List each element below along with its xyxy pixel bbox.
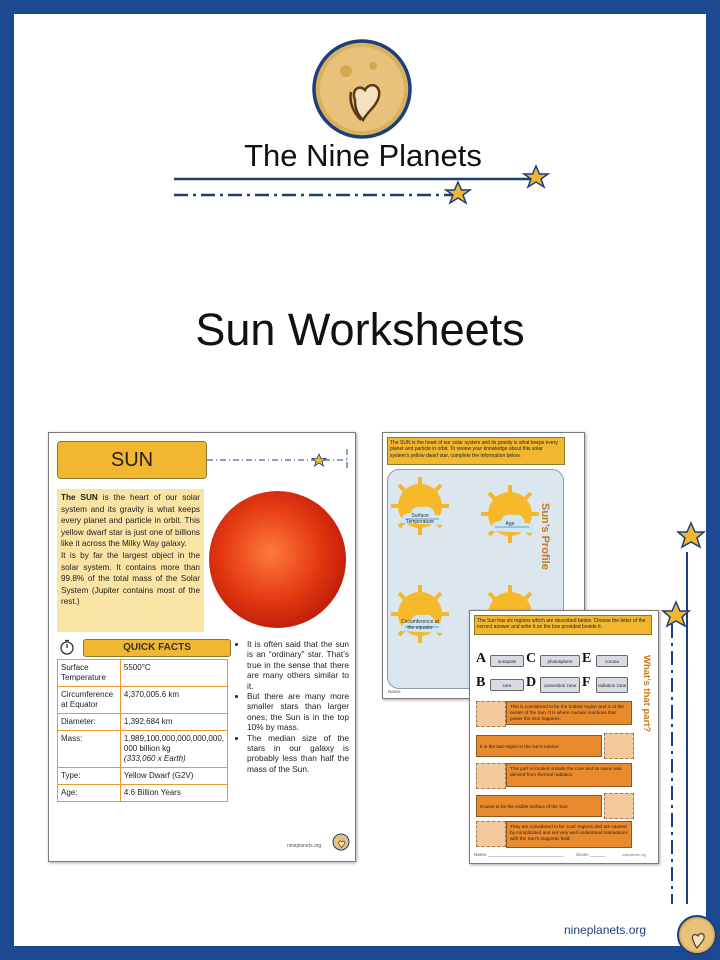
worksheet-footer-site: nineplanets.org [622, 853, 646, 857]
worksheet-preview-sun-facts[interactable] [48, 432, 356, 862]
page-canvas [14, 14, 706, 946]
mass-value: 1,989,100,000,000,000,000, 000 billion kg [123, 734, 224, 753]
star-icon [446, 182, 470, 203]
fact-value: 1,392,684 km [120, 714, 227, 731]
fact-bullets [235, 639, 349, 774]
answer-box[interactable] [476, 821, 506, 847]
region-description: This part is located outside the core and its name was derived from thermal radiation. [506, 763, 632, 787]
table-row [58, 768, 228, 785]
sun-cloud-icon [389, 583, 451, 645]
profile-label: Circumference at the equator [400, 619, 440, 631]
bullet-item: • The median size of the stars in our galaxy is probably less than half the mass of the Sun. [247, 733, 349, 775]
option-letter: C [526, 651, 537, 666]
table-row [58, 785, 228, 802]
score-line: Score: ______ [576, 852, 606, 857]
region-description: It is the last region in the sun’s interior. [476, 735, 602, 757]
page-title: Sun Worksheets [195, 304, 525, 355]
nine-planets-logo-icon [676, 914, 718, 956]
worksheet-instructions: The SUN is the heart of our solar system and its gravity is what keeps every planet and particle in orbit. To review your knowledge about this solar system’s yellow dwarf star, complete the information below. [387, 437, 565, 465]
answer-box[interactable] [476, 701, 506, 727]
fact-value [120, 731, 227, 768]
fact-value: 4.6 Billion Years [120, 785, 227, 802]
option-box: radiation zone [596, 677, 628, 693]
option-letter: A [476, 651, 487, 666]
region-description: They are considered to be ‘cool’ regions and are caused by complicated and not very well understood interactions with the Sun’s magnetic field. [506, 821, 632, 848]
worksheet-instructions: The Sun has six regions which are described below. Choose the letter of the correct answer and write it on the box provided beside it. [474, 615, 652, 635]
star-icon [663, 602, 689, 626]
option-box: photosphere [540, 655, 580, 667]
sun-image [209, 491, 346, 628]
profile-label: Age [505, 521, 515, 527]
table-row [58, 687, 228, 714]
option-letter: F [582, 675, 591, 690]
worksheet-preview-sun-regions[interactable] [469, 610, 659, 864]
worksheet-vertical-title: What’s that part? [641, 655, 652, 733]
intro-text [57, 489, 204, 632]
bullet-item: • It is often said that the sun is an “ordinary” star. That’s true in the sense that there are many others similar to it. [247, 639, 349, 691]
bullet-item: • But there are many more smaller stars than larger ones; the Sun is in the top 10% by mass. [247, 691, 349, 733]
option-letter: B [476, 675, 486, 690]
intro-more: It is by far the largest object in the solar system. It contains more than 99.8% of the total mass of the Solar System (Jupiter contains most of the rest.) [61, 550, 200, 607]
answer-box[interactable] [604, 793, 634, 819]
region-description: This is considered to be the hottest region and is at the center of the Sun. It is where nuclear reactions that power the Sun happens. [506, 701, 632, 725]
site-url[interactable]: nineplanets.org [564, 923, 647, 937]
fact-label: Circumference at Equator [58, 687, 121, 714]
option-letter: E [582, 651, 592, 666]
nine-planets-logo-icon [311, 38, 413, 140]
intro-rest: is the heart of our solar system and its gravity is what keeps every planet and particle in orbit. This yellow dwarf star is just one of billions like it across the Milky Way galaxy. [61, 493, 200, 549]
quick-facts-label: QUICK FACTS [83, 639, 231, 657]
quick-facts-table [57, 659, 228, 802]
fact-label: Diameter: [58, 714, 121, 731]
fact-value: Yellow Dwarf (G2V) [120, 768, 227, 785]
answer-box[interactable] [604, 733, 634, 759]
region-description: Known to be the visible surface of the Sun. [476, 795, 602, 817]
heading-decoration [207, 449, 351, 471]
worksheet-vertical-title: Sun’s Profile [539, 503, 551, 570]
name-line: Name: [388, 689, 402, 694]
table-row [58, 714, 228, 731]
option-box: core [490, 679, 524, 691]
option-box: sunspots [490, 655, 524, 667]
sun-cloud-icon [389, 475, 451, 537]
name-line: Name: ______________________________ [474, 852, 564, 857]
star-icon [678, 523, 704, 547]
fact-label: Age: [58, 785, 121, 802]
option-box: convection zone [540, 677, 580, 693]
brand-name: The Nine Planets [244, 138, 482, 173]
table-row [58, 660, 228, 687]
mass-note: (333,060 x Earth) [123, 754, 186, 763]
option-letter: D [526, 675, 537, 690]
fact-label: Surface Temperature [58, 660, 121, 687]
table-row [58, 731, 228, 768]
fact-value: 5500°C [120, 660, 227, 687]
answer-box[interactable] [476, 763, 506, 789]
worksheet-footer-site: nineplanets.org [287, 843, 322, 849]
worksheet-heading: SUN [57, 441, 207, 479]
profile-label: Surface Temperature [405, 513, 435, 525]
fact-value: 4,370,005.6 km [120, 687, 227, 714]
intro-bold: The SUN [61, 493, 98, 502]
stopwatch-icon [59, 639, 75, 655]
planet-logo-icon [332, 833, 350, 851]
fact-label: Type: [58, 768, 121, 785]
option-box: corona [596, 655, 628, 667]
fact-label: Mass: [58, 731, 121, 768]
sun-cloud-icon [479, 483, 541, 545]
